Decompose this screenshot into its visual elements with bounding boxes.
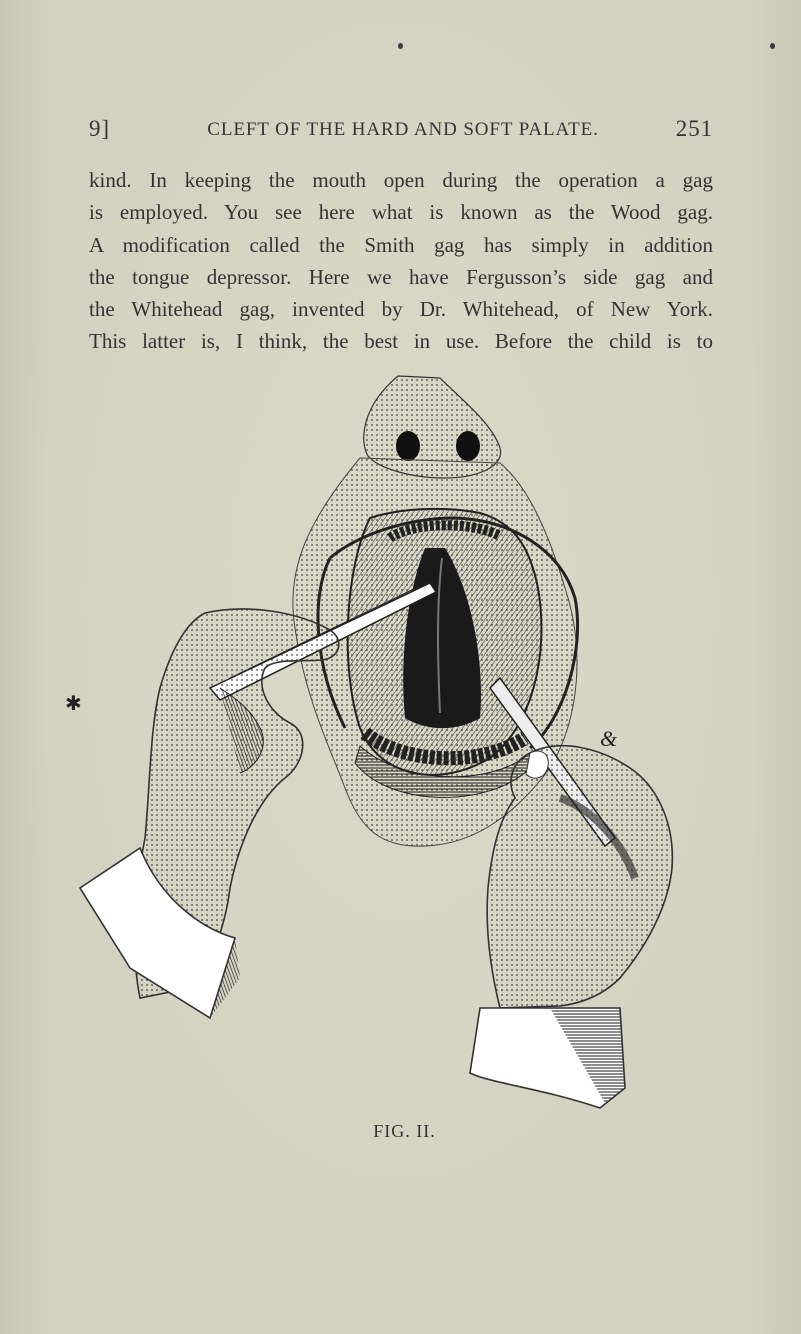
text-line: is employed. You see here what is known as the Wood gag.	[89, 200, 713, 225]
text-line: This latter is, I think, the best in use. Before the child is to	[89, 329, 713, 354]
figure-caption: FIG. II.	[373, 1121, 436, 1141]
ink-speck	[770, 43, 775, 49]
text-line: the tongue depressor. Here we have Fergusson’s side gag and	[89, 264, 713, 289]
surgery-engraving	[60, 368, 690, 1128]
running-header	[89, 116, 713, 152]
figure-illustration	[60, 368, 690, 1128]
text-line: A modification called the Smith gag has simply in addition	[89, 232, 713, 257]
engraver-monogram: &	[600, 726, 618, 751]
text-line: the Whitehead gag, invented by Dr. Whitehead, of New York.	[89, 297, 713, 322]
chapter-number: 9]	[89, 116, 110, 141]
body-text	[89, 164, 713, 358]
text-line: kind. In keeping the mouth open during the operation a gag	[89, 168, 713, 192]
page-number: 251	[675, 116, 713, 141]
ink-speck	[398, 43, 403, 49]
running-title: CLEFT OF THE HARD AND SOFT PALATE.	[207, 119, 599, 140]
ornament-mark: ✱	[65, 693, 82, 715]
left-hand-drawing	[80, 609, 339, 1018]
